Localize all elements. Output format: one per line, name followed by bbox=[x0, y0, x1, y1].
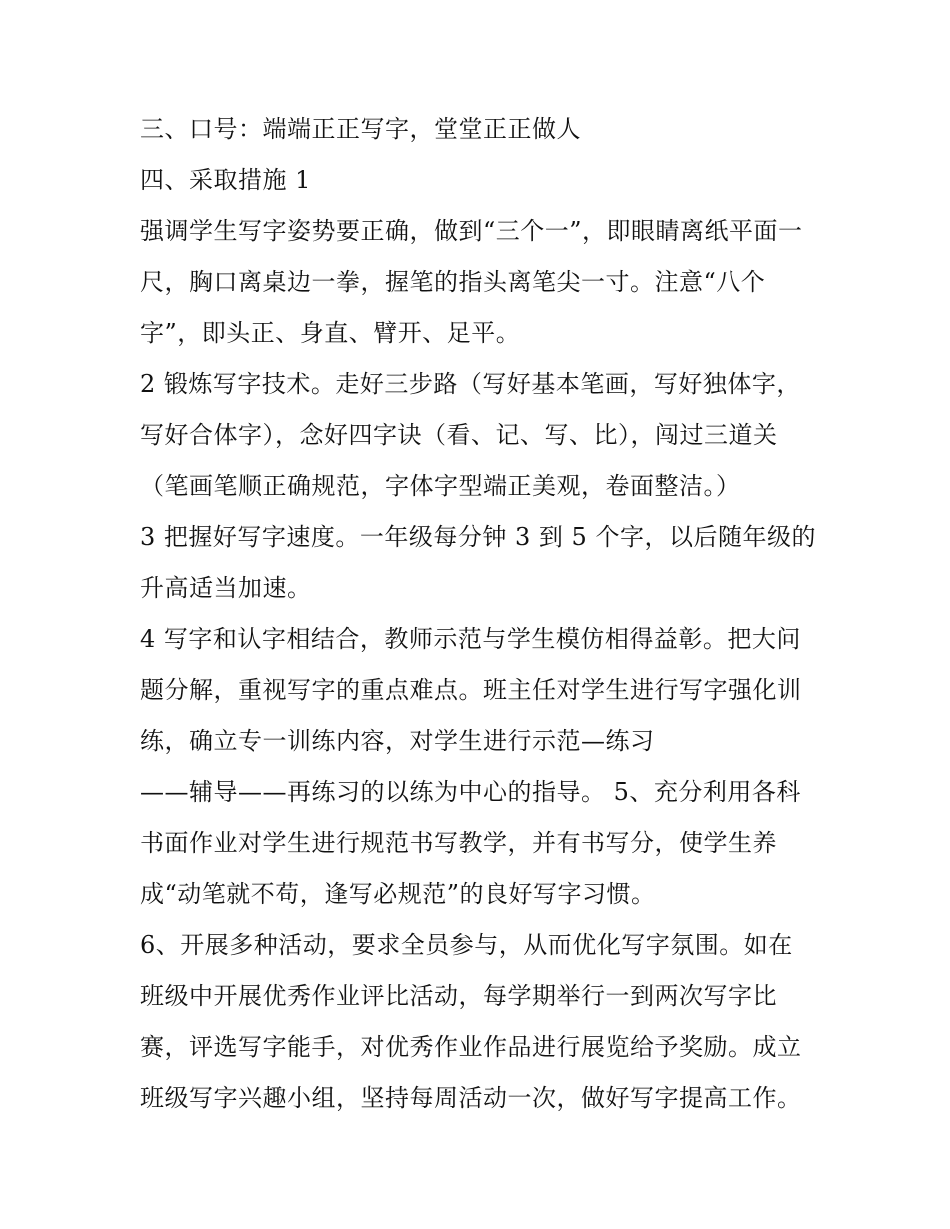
text-line: 写好合体字），念好四字诀（看、记、写、比），闯过三道关 bbox=[140, 421, 778, 449]
text-line: （笔画笔顺正确规范，字体字型端正美观，卷面整洁。） bbox=[140, 472, 741, 500]
text-line: ——辅导——再练习的以练为中心的指导。 5、充分利用各科 bbox=[140, 778, 801, 806]
text-line-slogan: 三、口号：端端正正写字，堂堂正正做人 bbox=[140, 115, 581, 143]
text-line: 书面作业对学生进行规范书写教学，并有书写分，使学生养 bbox=[140, 829, 777, 857]
text-line: 成“动笔就不苟，逢写必规范”的良好写字习惯。 bbox=[140, 880, 656, 908]
text-line: 班级写字兴趣小组，坚持每周活动一次，做好写字提高工作。 bbox=[140, 1084, 802, 1112]
text-line: 赛，评选写字能手，对优秀作业作品进行展览给予奖励。成立 bbox=[140, 1033, 802, 1061]
text-line: 6、开展多种活动，要求全员参与，从而优化写字氛围。如在 bbox=[140, 931, 793, 959]
text-line: 字”，即头正、身直、臂开、足平。 bbox=[140, 319, 521, 347]
text-line: 班级中开展优秀作业评比活动，每学期举行一到两次写字比 bbox=[140, 982, 777, 1010]
text-line: 题分解，重视写字的重点难点。班主任对学生进行写字强化训 bbox=[140, 676, 802, 704]
text-line: 4 写字和认字相结合，教师示范与学生模仿相得益彰。把大问 bbox=[140, 625, 801, 653]
text-line-measures-heading: 四、采取措施 1 bbox=[140, 166, 311, 194]
text-line: 升高适当加速。 bbox=[140, 574, 312, 602]
text-line: 练，确立专一训练内容，对学生进行示范—练习 bbox=[140, 727, 655, 755]
text-line: 2 锻炼写字技术。走好三步路（写好基本笔画，写好独体字， bbox=[140, 370, 801, 398]
text-line: 3 把握好写字速度。一年级每分钟 3 到 5 个字，以后随年级的 bbox=[140, 523, 816, 551]
document-body bbox=[140, 108, 820, 1128]
text-line: 强调学生写字姿势要正确，做到“三个一”，即眼睛离纸平面一 bbox=[140, 217, 803, 245]
text-line: 尺，胸口离桌边一拳，握笔的指头离笔尖一寸。注意“八个 bbox=[140, 268, 766, 296]
